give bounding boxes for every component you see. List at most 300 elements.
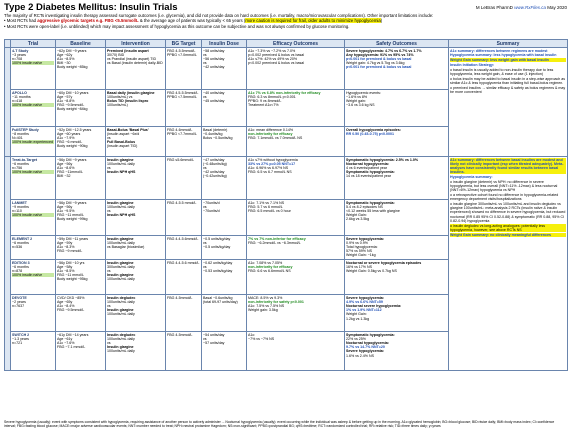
cell-baseline	[56, 200, 106, 236]
header	[4, 2, 567, 13]
dose-line: ~0.5 units/kg/day	[203, 244, 231, 249]
safety-line: Nocturnal hypoglycemia:	[346, 161, 389, 166]
intervention-line: (insulin aspart TID)	[107, 144, 138, 149]
target-line: FBG 4-6mmol/L	[167, 127, 193, 132]
col-header: Intervention	[106, 40, 166, 48]
efficacy-line: A1c 7% vs 6.8% non-inferiority for efficacy	[248, 90, 321, 95]
intervention-line: Insulin degludec	[107, 332, 136, 337]
efficacy-line: non-inferiority for safety p<0.001	[248, 299, 304, 304]
trial-line: 100% insulin naïve	[12, 273, 54, 277]
baseline-line: BMI ~32	[57, 174, 71, 179]
cell-trial	[11, 127, 56, 157]
cell-intervention	[106, 157, 166, 200]
cell-intervention	[106, 295, 166, 332]
baseline-line: A1c ~8.4%	[57, 303, 75, 308]
safety-line: Severe hypoglycemia: 4.7% vs 6.7% vs 1.7%	[346, 48, 422, 53]
cell-dose	[202, 236, 247, 260]
intervention-line: Premixed (insulin aspart	[107, 48, 149, 53]
efficacy-line: FBG: 6.3 vs 8mmol/L p<0.001	[248, 94, 296, 99]
trials-table	[4, 39, 568, 371]
trial-line: APOLLO	[12, 90, 27, 95]
dose-line: (total 69-97 units/day)	[203, 299, 238, 304]
cell-dose	[202, 332, 247, 371]
dose-line: Basal (detemir)	[203, 127, 228, 132]
cell-trial	[11, 332, 56, 371]
cell-target	[166, 127, 202, 157]
cell-trial	[11, 260, 56, 295]
safety-line: Any hypoglycemia: 91% vs 95% vs 74%	[346, 52, 414, 57]
intro	[4, 13, 567, 29]
intervention-line: vs Basal (insulin detemir) daily-BID	[107, 61, 163, 66]
dose-line: ~40 units/day	[203, 90, 225, 95]
safety-line: ~1.6% vs 8%	[346, 94, 368, 99]
target-line: FBG 4-5.5 mmol/L	[167, 200, 197, 205]
summary-point: Insulin Initiation Strategy:	[450, 62, 495, 67]
dose-line: ~58 units/day	[203, 48, 225, 53]
efficacy-line: A1c: mean difference 0.14%	[248, 127, 294, 132]
cell-dose	[202, 90, 247, 127]
trial-line: SWITCH 2	[12, 332, 30, 337]
safety-line: <0.12 weeks 55 less with glargine	[346, 208, 400, 213]
col-header: Baseline	[56, 40, 106, 48]
table-header-row	[5, 40, 568, 48]
dose-line: ~0.53 units/kg/day	[203, 268, 233, 273]
summary-point: o insulin glargine (detemir) vs NPH: no difference in severe hypoglycemia, but less overall (NNT=11% -12max) & less nocturnal (NNT=6%-12max) hypoglycemia vs NPH	[450, 179, 558, 193]
trial-line: ~9 months	[12, 204, 29, 209]
intervention-line: 100units/mL daily	[107, 161, 135, 166]
dose-line: (~0.42units/kg)	[203, 174, 227, 179]
intro-bullet-2: • Most RCTs were open-label (i.e. unblinded) which may impact assessment of hypoglycemia as this outcome can be subjective and was not always confirmed by glucose monitoring.	[4, 24, 567, 29]
dose-line: ~70units/d	[203, 200, 220, 205]
col-header: Efficacy Outcomes	[247, 40, 345, 48]
dose-line: ~45 units/day	[203, 98, 225, 103]
summary-point: Hypoglycemia summary: less hypoglycemia with basal insulin	[450, 53, 557, 58]
summary-point: o premixed insulins → similar efficacy & safety as bolus regimens & may be more convenient	[450, 85, 566, 94]
trial-line: ~6 months	[12, 161, 29, 166]
cell-target	[166, 48, 202, 90]
cell-dose	[202, 157, 247, 200]
summary-point: o bolus insulin may be added to basal insulin in a step-wise approach as similar A1c & less hypoglycemia than initiating full basal-bolus regimen.	[450, 76, 566, 85]
cell-baseline	[56, 260, 106, 295]
safety-line: Nocturnal severe hypoglycemia:	[346, 303, 402, 308]
cell-trial	[11, 295, 56, 332]
target-line: FBG 4.4-5.6mmol/L	[167, 236, 199, 241]
baseline-line: ~52y DM ~12.5 years	[57, 127, 92, 132]
cell-intervention	[106, 260, 166, 295]
cell-dose	[202, 260, 247, 295]
baseline-line: FBG ~11 mmol/L	[57, 213, 84, 218]
intervention-line: Insulin glargine	[107, 308, 134, 313]
cell-trial	[11, 90, 56, 127]
summary-point: A1c summary: differences between basal insulins are modest and likely not clinically important (esp when titrated adequately). Meta-analyses have consistently found similar results between basal insulins.	[450, 158, 566, 175]
dose-line: ~0.5 units/kg/day	[203, 236, 231, 241]
intervention-line: 100units/mL daily	[107, 349, 135, 354]
safety-line: RR 0.50 (0.45-0.75) p<0.0001	[346, 131, 395, 136]
summary-point: Weight Gain summary: no clinically meaningful differences	[450, 233, 566, 237]
summary-point: Weight Gain summary: less weight gain with basal insulin	[450, 58, 566, 62]
cell-dose	[202, 48, 247, 90]
cell-safety	[345, 200, 449, 236]
trial-line: 100% insulin experienced	[12, 140, 53, 145]
dose-line: ~57 units/day	[203, 340, 225, 345]
intervention-line: Insulin glargine	[107, 260, 134, 265]
intervention-line: Insulin glargine	[107, 157, 134, 162]
efficacy-line: PPBG: 9 vs 8mmol/L	[248, 98, 282, 103]
site-link[interactable]: www.RxFiles.ca	[514, 5, 546, 10]
baseline-line: A1c ~8.8%	[57, 98, 75, 103]
baseline-line: Age ~59y	[57, 240, 73, 245]
safety-line: 16% vs 17% NS	[346, 264, 372, 269]
efficacy-line: FBG: 6.5 mmol/L vs 0 hour	[248, 208, 291, 213]
col-header: Insulin Dose	[202, 40, 247, 48]
summary-point: o a retrospective cohort found no difference in hypoglycemia-related emergency department visits/hospitalizations	[450, 192, 559, 202]
efficacy-line: Treatment A1c<7%	[248, 103, 279, 108]
efficacy-line: ~7% vs ~7% NS	[248, 336, 275, 341]
cell-dose	[202, 200, 247, 236]
efficacy-line: FBG: ~6.2mmol/L vs ~6.3mmol/L	[248, 240, 301, 245]
cell-efficacy	[247, 236, 345, 260]
intervention-line: Basal daily (insulin glargine	[107, 90, 155, 95]
cell-target	[166, 260, 202, 295]
table-row	[5, 48, 568, 90]
baseline-line: Body weight ~84kg	[57, 107, 88, 112]
target-line: PPBG <7.5mmol/L	[167, 94, 197, 99]
efficacy-line: MACE: 8.5% vs 9.3%	[248, 295, 283, 300]
safety-line: 4.9% vs 6.6% NNT=59	[346, 299, 383, 304]
summary-initiation	[449, 48, 568, 157]
safety-line: 2.6kg vs 3.5kg	[346, 217, 370, 222]
target-line: FBG 4.4-5.6 mmol/L	[167, 260, 200, 265]
dose-line: ~70units/d	[203, 208, 220, 213]
efficacy-line: Weight gain: 3.5kg	[248, 308, 278, 313]
dose-line: ~54 units/day	[203, 332, 225, 337]
baseline-line: Age ~56y	[57, 204, 73, 209]
intervention-line: Insulin glargine	[107, 345, 134, 350]
efficacy-line: non-inferiority for efficacy	[248, 264, 293, 269]
baseline-line: FBG ~9.5mmol/L	[57, 103, 85, 108]
trial-line: N=401	[12, 135, 23, 140]
safety-line: Weight Gain: 0.5kg vs 0.7kg NS	[346, 268, 397, 273]
baseline-line: A1c ~9.5%	[57, 208, 75, 213]
efficacy-line: A1c ≤7% without hypoglycemia	[248, 157, 298, 162]
cell-target	[166, 236, 202, 260]
cell-dose	[202, 295, 247, 332]
dose-line: ~0.62 units/kg/day	[203, 260, 233, 265]
target-line: PPBG <7.7mmol/L	[167, 131, 197, 136]
col-header: Summary	[449, 40, 568, 48]
cell-baseline	[56, 236, 106, 260]
intervention-line: 100units/mL) vs	[107, 94, 133, 99]
cell-intervention	[106, 127, 166, 157]
efficacy-line: p=0.002 premixed & bolus vs basal	[248, 52, 305, 57]
intervention-line: vs	[107, 135, 111, 140]
safety-line: Total hypoglycemia:	[346, 244, 378, 249]
trial-line: n=7637	[12, 303, 25, 308]
intervention-line: vs	[107, 165, 111, 170]
baseline-line: FBG ~9.5mmol/L	[57, 308, 85, 313]
intervention-line: vs Prandial (insulin aspart) TID	[107, 56, 157, 61]
date: May 2020	[547, 5, 567, 10]
efficacy-line: A1c: 6.96% vs 6.97% NS	[248, 165, 289, 170]
intervention-line: Full Basal-Bolus	[107, 140, 136, 145]
safety-line: Symptomatic hypoglycemia: 2.5% vs 1.0%	[346, 157, 419, 162]
trial-line: ~1.3 years	[12, 336, 29, 341]
trial-line: 100% insulin naïve	[12, 61, 54, 65]
baseline-line: Age ~58y	[57, 264, 73, 269]
baseline-line: ~56y DM ~10 yrs	[57, 260, 85, 265]
baseline-line: ~59y DM ~11 years	[57, 236, 89, 241]
cell-target	[166, 90, 202, 127]
intervention-line: 100units/mL daily	[107, 312, 135, 317]
intervention-line: Basal-Bolus 'Basal Plus'	[107, 127, 149, 132]
cell-safety	[345, 332, 449, 371]
trial-line: ELEMENT 2	[12, 236, 33, 241]
safety-line: Weight Gain:	[346, 213, 367, 218]
cell-safety	[345, 260, 449, 295]
summary-basal	[449, 157, 568, 371]
author-name: M LeBras PharmD	[475, 5, 513, 10]
trial-line: ~3 years	[12, 52, 26, 57]
safety-line: Weight gain: 4.7kg vs 5.7kg vs 3.6kg	[346, 61, 405, 66]
safety-line: Nocturnal hypoglycemia:	[346, 340, 389, 345]
baseline-line: Body weight ~99kg	[57, 217, 88, 222]
col-header: BG Target	[166, 40, 202, 48]
summary-point: o insulin degludec vs long-acting analogues: potentially less hypoglycemia, however, see above RCTs NS	[450, 224, 566, 232]
target-line: FBG 4-5mmol/L	[167, 295, 193, 300]
intervention-line: vs Basaglar (biosimilar)	[107, 244, 145, 249]
intro-text: The majority of RCTs investigating insulin therapy assessed surrogate outcomes (i.e. glycemia), and did not provide data on hard outcomes (i.e. mortality, macro/microvascular complications). Other important limitations include:	[4, 13, 434, 18]
summary-point: Hypoglycemia summary:	[450, 174, 493, 179]
trial-line: n=708	[12, 56, 23, 61]
cell-baseline	[56, 157, 106, 200]
cell-efficacy	[247, 127, 345, 157]
cell-target	[166, 200, 202, 236]
baseline-line: FBG ~9 mmol/L	[57, 249, 83, 254]
safety-line: p<0.001 for premixed & bolus vs basal	[346, 56, 412, 61]
baseline-line: ~60y DM ~10 years	[57, 90, 89, 95]
safety-line: Severe hypoglycemia:	[346, 349, 384, 354]
intervention-line: 100units/mL)	[107, 103, 128, 108]
efficacy-line: FBG: 6.6 vs 6.6mmol/L NS	[248, 268, 291, 273]
baseline-line: ~56y DM ~9 years	[57, 200, 87, 205]
safety-line: ~3.6 vs 3.6 kg NS	[346, 103, 375, 108]
cell-dose	[202, 127, 247, 157]
dose-line: vs	[203, 240, 207, 245]
trial-line: LANMET	[12, 200, 27, 205]
cell-efficacy	[247, 48, 345, 90]
target-line: FBG 4.5-5.5mmol/L	[167, 90, 199, 95]
safety-line: 57% vs 59% NS	[346, 249, 372, 254]
dose-line: ~0.4units/kg	[203, 131, 223, 136]
target-line: FBG ≤5.6mmol/L	[167, 157, 195, 162]
baseline-line: Body weight ~90kg	[57, 144, 88, 149]
trial-line: n=878	[12, 268, 23, 273]
intervention-line: vs	[107, 268, 111, 273]
efficacy-line: 33% vs 27% p=0.05 NNT=17	[248, 161, 296, 166]
dose-line: (~0.48units/kg)	[203, 161, 227, 166]
baseline-line: ~62y DM ~9 years	[57, 48, 87, 53]
footnote: Severe hypoglycemia (usually): event with symptoms consistent with hypoglycemia, requiring assistance of another person to actively administer ... Nocturnal hypoglycemia (usually): event occurring while the individual was asleep & before getting up in the morning. A1c=glycated hemoglobin; BG=blood glucose; BID=twice daily; BMI=body mass index; CI=confidence interval; FBG=fasting blood glucose; MACE=major adverse cardiovascular events; NNT=number needed to treat; NPH=neutral protamine Hagedorn; NS=non-significant; PPBG=postprandial BG; qHS=bedtime; RCT=randomized controlled trial; RR=relative risk; TID=three times daily; y=years	[4, 420, 555, 428]
cell-efficacy	[247, 260, 345, 295]
summary-point: A1c summary: differences between regimens are modest	[450, 48, 548, 53]
cell-efficacy	[247, 295, 345, 332]
cell-target	[166, 157, 202, 200]
cell-safety	[345, 90, 449, 127]
cell-safety	[345, 48, 449, 90]
cell-trial	[11, 236, 56, 260]
efficacy-line: FBG: 7.1mmol/L vs 7.0mmol/L NS	[248, 135, 303, 140]
table-row	[5, 157, 568, 200]
intervention-line: 100units/mL daily	[107, 277, 135, 282]
trial-line: Treat-to-Target	[12, 157, 38, 162]
baseline-line: ~61y DM ~14 years	[57, 332, 89, 337]
intervention-line: 100units/mL daily	[107, 204, 135, 209]
baseline-line: Body weight ~95kg	[57, 277, 88, 282]
efficacy-line: A1c ~7.3% vs ~7.2% vs 7.0%	[248, 48, 296, 53]
cell-target	[166, 295, 202, 332]
dose-line: Basal ~0.6units/kg	[203, 295, 233, 300]
safety-line: Severe hypoglycemia:	[346, 295, 384, 300]
trial-line: 100% insulin naïve	[12, 103, 54, 107]
cell-safety	[345, 236, 449, 260]
trial-line: n=418	[12, 98, 23, 103]
intervention-line: Insulin glargine	[107, 236, 134, 241]
cell-intervention	[106, 48, 166, 90]
safety-line: 14 vs 18 events/patient year	[346, 174, 391, 179]
baseline-line: A1c ~7.6%	[57, 340, 75, 345]
cell-trial	[11, 157, 56, 200]
intervention-line: Insulin NPH qHS	[107, 170, 136, 175]
safety-line: Nocturnal or severe hypoglycemia episodes	[346, 260, 422, 265]
trial-line: DEVOTE	[12, 295, 27, 300]
dose-line: vs	[203, 165, 207, 170]
safety-line: 22% vs 25%	[346, 336, 366, 341]
baseline-line: Age ~62y	[57, 52, 73, 57]
baseline-line: FBG ~11 mmol/L	[57, 273, 84, 278]
dose-line: vs	[203, 336, 207, 341]
safety-line: Overall hypoglycemia episodes:	[346, 127, 401, 132]
dose-line: ~42 units/day	[203, 170, 225, 175]
cell-intervention	[106, 332, 166, 371]
intervention-line: 30/70) BID	[107, 52, 125, 57]
efficacy-line: A1c: 7.08% vs 7.05%	[248, 260, 283, 265]
cell-efficacy	[247, 200, 345, 236]
intervention-line: (insulin aspart ~6x/d	[107, 131, 140, 136]
efficacy-line: A1c: 7.5% vs 7.5% NS	[248, 303, 285, 308]
safety-line: Weight Gain: ~1kg	[346, 253, 376, 258]
dose-line: vs	[203, 61, 207, 66]
trial-line: n=756	[12, 165, 23, 170]
dose-line: vs	[203, 52, 207, 57]
cell-intervention	[106, 236, 166, 260]
trial-line: 100% insulin naïve	[12, 213, 54, 217]
baseline-line: Age ~57y	[57, 94, 73, 99]
trial-line: ~6 months	[12, 264, 29, 269]
safety-line: Symptomatic hypoglycemia:	[346, 170, 395, 175]
col-header: Trial	[11, 40, 56, 48]
efficacy-line: A1c:	[248, 332, 256, 337]
cell-safety	[345, 127, 449, 157]
trial-line: ~2 years	[12, 299, 26, 304]
dose-line: ~56 units/day	[203, 56, 225, 61]
intro-bullet-1: • Most RCTs had aggressive glycemic targets e.g. FBG <5.5mmol/L & the average age of patients was typically < 65 years (more caution is required for frail, older adults to minimize hypoglycemia)	[4, 18, 567, 23]
cell-efficacy	[247, 90, 345, 127]
efficacy-line: non-inferiority for efficacy	[248, 131, 293, 136]
trial-line: 100% insulin naïve	[12, 170, 54, 174]
cell-baseline	[56, 332, 106, 371]
trial-line: FullSTEP Study	[12, 127, 39, 132]
cell-efficacy	[247, 332, 345, 371]
intervention-line: 100units/mL daily	[107, 336, 135, 341]
baseline-line: A1c ~8.5%	[57, 56, 75, 61]
safety-line: 1% vs 1.9% NNT=112	[346, 308, 382, 313]
dose-line: vs	[203, 264, 207, 269]
baseline-line: A1c ~8.6%	[57, 165, 75, 170]
cell-baseline	[56, 295, 106, 332]
safety-line: 0.9% vs 0.9%	[346, 240, 368, 245]
safety-line: 5.4 vs 8.2 episodes NS	[346, 204, 383, 209]
intervention-line: vs	[107, 208, 111, 213]
page-title: Type 2 Diabetes Mellitus: Insulin Trials	[4, 2, 178, 13]
safety-line: Weight gain:	[346, 98, 366, 103]
cell-safety	[345, 295, 449, 332]
safety-line: Symptomatic hypoglycemia:	[346, 200, 395, 205]
baseline-line: A1c ~7.9%	[57, 135, 75, 140]
cell-efficacy	[247, 157, 345, 200]
safety-line: 9.7% vs 14.7% NNT=20	[346, 345, 385, 350]
intervention-line: 300units/mL daily	[107, 264, 135, 269]
cell-target	[166, 332, 202, 371]
efficacy-line: FBG: 5.7 vs 6 mmol/L	[248, 204, 283, 209]
dose-line: vs	[203, 94, 207, 99]
author-line	[476, 5, 567, 10]
trial-line: n=536	[12, 244, 23, 249]
trial-line: 4-T Study	[12, 48, 29, 53]
summary-point: o basal insulin is usually added to non-insulin therapy due to less hypoglycemia, less weight gain, & ease of use (1 injection)	[450, 67, 554, 76]
intervention-line: Insulin degludec	[107, 295, 136, 300]
baseline-line: Age ~65y	[57, 299, 73, 304]
efficacy-line: FBG: 6.5 vs 6.7 mmol/L NS	[248, 170, 292, 175]
intervention-line: Insulin NPH qHS	[107, 213, 136, 218]
baseline-line: A1c ~8.3%	[57, 244, 75, 249]
safety-line: 4 vs 6 events/patient year	[346, 165, 387, 170]
cell-baseline	[56, 127, 106, 157]
cell-intervention	[106, 90, 166, 127]
intervention-line: Bolus TID (insulin lispro	[107, 98, 149, 103]
efficacy-line: 7% vs 7% non-inferior for efficacy	[248, 236, 306, 241]
safety-line: Severe hypoglycemia:	[346, 236, 384, 241]
baseline-line: BMI ~30	[57, 61, 71, 66]
cell-safety	[345, 157, 449, 200]
baseline-line: FBG ~6 mmol/L	[57, 140, 83, 145]
baseline-line: A1c ~8.5%	[57, 268, 75, 273]
intervention-line: vs	[107, 303, 111, 308]
trial-line: EDITION 3	[12, 260, 30, 265]
efficacy-line: A1c ≤7%: 42% vs 49% vs 20%	[248, 56, 298, 61]
target-line: FBG 4-5mmol/L	[167, 332, 193, 337]
baseline-line: ~56y DM ~9 years	[57, 157, 87, 162]
safety-line: Weight Gain:	[346, 312, 367, 317]
baseline-line: Age ~61y	[57, 336, 73, 341]
safety-line: p<0.001 for premixed & bolus vs basal	[346, 65, 412, 70]
trial-line: ~8 months	[12, 131, 29, 136]
trial-line: ~11 months	[12, 94, 31, 99]
intervention-line: vs	[107, 340, 111, 345]
trial-line: n=721	[12, 340, 23, 345]
baseline-line: Age ~60 years	[57, 131, 81, 136]
dose-line: ~42 units/day	[203, 65, 225, 70]
summary-point: o insulin glargine 300units/mL vs 100units/mL and insulin degludec vs glargine 100units/mL: meta-analysis 2 RCTs (insulin naïve & insulin experienced) showed no difference in severe hypoglycemia, but reduced nocturnal (RR 0.85 95% CI 0.52-0.88) & symptomatic (RR 0.88, 95% CI 0.82-0.94) hypoglycemia	[450, 201, 566, 223]
